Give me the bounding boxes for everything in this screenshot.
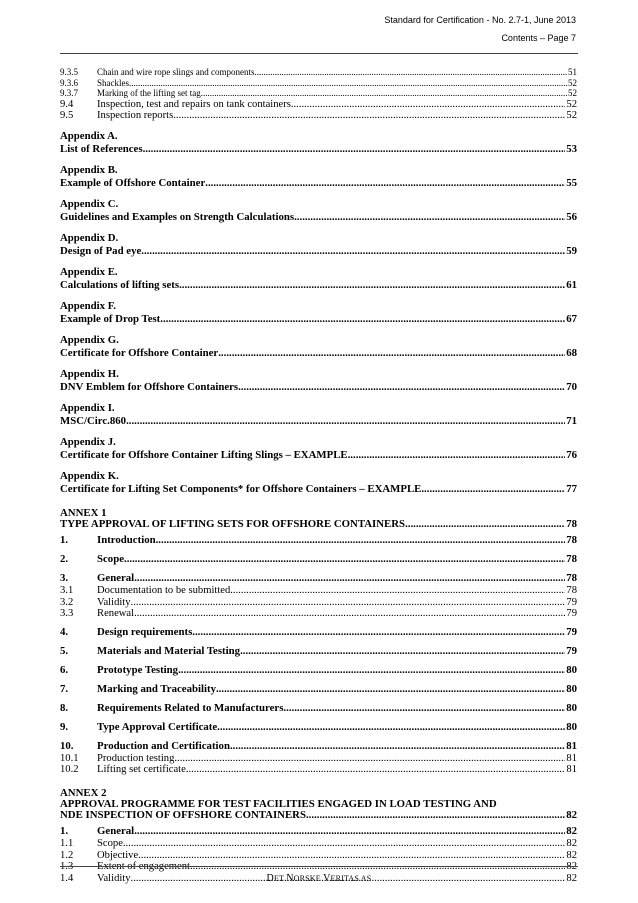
toc-leader	[173, 110, 565, 122]
toc-page: 76	[566, 448, 577, 461]
appendix-heading: Appendix E.	[60, 265, 118, 278]
toc-page: 79	[566, 625, 577, 638]
toc-entry-a1-6[interactable]	[60, 664, 577, 677]
toc-entry-a1-1[interactable]	[60, 534, 577, 547]
toc-page: 80	[566, 720, 577, 733]
toc-entry-9-5[interactable]	[60, 110, 577, 122]
toc-page: 82	[566, 861, 577, 873]
toc-leader	[201, 88, 567, 99]
table-of-contents	[60, 67, 577, 884]
toc-leader	[291, 99, 566, 111]
toc-appendix-c[interactable]	[60, 198, 577, 224]
toc-title: Marking of the lifting set tag	[97, 88, 201, 99]
toc-leader	[216, 683, 565, 696]
toc-page: 80	[566, 663, 577, 676]
annex-title-line: APPROVAL PROGRAMME FOR TEST FACILITIES ENGAGED IN LOAD TESTING AND	[60, 797, 497, 810]
toc-appendix-i[interactable]	[60, 402, 577, 428]
toc-number: 9.3.6	[60, 77, 78, 88]
toc-number: 3.1	[60, 584, 74, 596]
appendix-heading: Appendix F.	[60, 299, 117, 312]
toc-leader	[405, 519, 565, 530]
toc-page: 77	[566, 482, 577, 495]
toc-page: 79	[566, 596, 577, 608]
toc-page: 52	[566, 98, 577, 110]
running-header-page: Contents – Page 7	[501, 33, 576, 43]
footer-d: D	[266, 873, 274, 884]
toc-appendix-d[interactable]	[60, 232, 577, 258]
toc-number: 3.3	[60, 608, 74, 620]
toc-entry-a1-3-2[interactable]	[60, 597, 577, 609]
appendix-heading: Appendix B.	[60, 163, 118, 176]
toc-annex-1-title[interactable]	[60, 519, 577, 530]
footer-eritas: ERITAS AS	[330, 874, 372, 883]
toc-title: Certificate for Lifting Set Components* for Offshore Containers – EXAMPLE	[60, 482, 422, 495]
toc-appendix-a[interactable]	[60, 130, 577, 156]
toc-title: General	[97, 824, 135, 837]
toc-leader	[238, 381, 565, 394]
toc-number: 1.1	[60, 837, 74, 849]
toc-title: Prototype Testing	[97, 663, 179, 676]
toc-title: General	[97, 571, 135, 584]
toc-title: Validity	[97, 872, 131, 884]
toc-page: 78	[566, 518, 577, 530]
toc-title: Example of Offshore Container	[60, 176, 206, 189]
toc-page: 53	[566, 142, 577, 155]
toc-page: 52	[568, 88, 577, 99]
toc-entry-a1-2[interactable]	[60, 553, 577, 566]
toc-title: Lifting set certificate	[97, 764, 186, 776]
toc-leader	[348, 449, 566, 462]
appendix-heading: Appendix I.	[60, 401, 115, 414]
toc-entry-9-3-5[interactable]	[60, 67, 577, 78]
toc-page: 70	[566, 380, 577, 393]
toc-title: Documentation to be submitted	[97, 584, 231, 596]
toc-entry-a1-10-1[interactable]	[60, 753, 577, 765]
toc-title: Objective	[97, 849, 139, 861]
toc-page: 82	[566, 837, 577, 849]
toc-entry-a1-3[interactable]	[60, 572, 577, 585]
toc-page: 82	[566, 872, 577, 884]
toc-page: 79	[566, 644, 577, 657]
toc-entry-9-3-6[interactable]	[60, 78, 577, 89]
toc-title: TYPE APPROVAL OF LIFTING SETS FOR OFFSHORE CONTAINERS	[60, 518, 406, 530]
toc-title: Introduction	[97, 533, 156, 546]
toc-number: 10.2	[60, 764, 79, 776]
toc-leader	[129, 78, 567, 89]
toc-number: 10.	[60, 739, 74, 752]
toc-title: Design requirements	[97, 625, 193, 638]
toc-leader	[156, 534, 566, 547]
toc-number: 9.	[60, 720, 69, 733]
toc-title: Chain and wire rope slings and components	[97, 67, 255, 77]
footer-n: N	[286, 873, 294, 884]
toc-page: 67	[566, 312, 577, 325]
toc-page: 78	[566, 571, 577, 584]
toc-title: Validity	[97, 596, 131, 608]
toc-entry-a1-8[interactable]	[60, 702, 577, 715]
toc-page: 52	[566, 110, 577, 122]
toc-number: 1.2	[60, 849, 74, 861]
toc-number: 4.	[60, 625, 69, 638]
toc-page: 78	[566, 584, 577, 596]
toc-title: Marking and Traceability	[97, 682, 216, 695]
toc-appendix-j[interactable]	[60, 436, 577, 462]
toc-entry-a1-7[interactable]	[60, 683, 577, 696]
toc-leader	[138, 850, 565, 862]
toc-title: Materials and Material Testing	[97, 644, 241, 657]
toc-entry-a1-10-2[interactable]	[60, 764, 577, 776]
footer-rule	[60, 866, 578, 867]
toc-annex-1	[60, 508, 577, 776]
toc-page: 55	[566, 176, 577, 189]
toc-title: Calculations of lifting sets	[60, 278, 180, 291]
toc-title: NDE INSPECTION OF OFFSHORE CONTAINERS	[60, 809, 306, 821]
toc-entry-a1-10[interactable]	[60, 740, 577, 753]
toc-number: 1.	[60, 824, 69, 837]
toc-number: 1.4	[60, 872, 74, 884]
toc-title: Scope	[97, 837, 123, 849]
toc-title: Guidelines and Examples on Strength Calculations	[60, 210, 295, 223]
toc-page: 82	[566, 824, 577, 837]
toc-page: 78	[566, 533, 577, 546]
toc-leader	[179, 279, 565, 292]
toc-number: 6.	[60, 663, 69, 676]
toc-appendix-b[interactable]	[60, 164, 577, 190]
toc-page: 71	[566, 414, 577, 427]
appendix-heading: Appendix J.	[60, 435, 116, 448]
toc-title: Production testing	[97, 752, 175, 764]
appendix-heading: Appendix H.	[60, 367, 119, 380]
toc-title: List of References	[60, 142, 143, 155]
toc-leader	[126, 415, 565, 428]
toc-number: 1.3	[60, 861, 74, 873]
toc-leader	[254, 67, 567, 78]
toc-title: Inspection reports	[97, 110, 174, 122]
toc-leader	[143, 143, 566, 156]
toc-leader	[294, 211, 565, 224]
toc-leader	[174, 753, 565, 765]
toc-leader	[217, 721, 565, 734]
toc-number: 9.3.5	[60, 67, 78, 77]
header-rule	[60, 53, 578, 54]
toc-page: 59	[566, 244, 577, 257]
toc-leader	[205, 177, 565, 190]
toc-appendix-f[interactable]	[60, 300, 577, 326]
toc-title: Shackles	[97, 77, 129, 88]
toc-leader	[218, 347, 565, 360]
toc-entry-a1-5[interactable]	[60, 645, 577, 658]
toc-leader	[131, 597, 566, 609]
toc-number: 1.	[60, 533, 69, 546]
toc-entry-a2-1[interactable]	[60, 825, 577, 838]
toc-entry-9-4[interactable]	[60, 99, 577, 111]
toc-entry-a1-3-3[interactable]	[60, 608, 577, 620]
toc-title: Requirements Related to Manufacturers	[97, 701, 284, 714]
toc-page: 56	[566, 210, 577, 223]
toc-number: 10.1	[60, 752, 79, 764]
toc-page: 82	[566, 849, 577, 861]
toc-title: Certificate for Offshore Container Lifting Slings – EXAMPLE	[60, 448, 348, 461]
toc-leader	[123, 838, 566, 850]
toc-page: 51	[568, 67, 577, 77]
appendix-heading: Appendix G.	[60, 333, 119, 346]
toc-title: Scope	[97, 552, 124, 565]
toc-title: Type Approval Certificate	[97, 720, 218, 733]
running-header-title: Standard for Certification - No. 2.7-1, June 2013	[384, 15, 576, 25]
toc-number: 3.	[60, 571, 69, 584]
footer-orske: ORSKE	[293, 874, 324, 883]
toc-entry-9-3-7[interactable]	[60, 88, 577, 99]
toc-leader	[230, 740, 565, 753]
toc-leader	[134, 608, 565, 620]
toc-page: 80	[566, 701, 577, 714]
toc-title: Production and Certification	[97, 739, 230, 752]
toc-title: Inspection, test and repairs on tank containers	[97, 98, 291, 110]
toc-appendix-e[interactable]	[60, 266, 577, 292]
toc-page: 81	[566, 752, 577, 764]
footer-et: ET	[273, 874, 287, 883]
toc-entry-a2-1-2[interactable]	[60, 850, 577, 862]
toc-leader	[160, 313, 565, 326]
toc-entry-a1-9[interactable]	[60, 721, 577, 734]
toc-page: 52	[568, 77, 577, 88]
toc-number: 5.	[60, 644, 69, 657]
toc-leader	[240, 645, 565, 658]
toc-title: Extent of engagement	[97, 861, 190, 873]
toc-page: 79	[566, 608, 577, 620]
toc-title: MSC/Circ.860	[60, 414, 127, 427]
toc-title: Design of Pad eye	[60, 244, 142, 257]
toc-leader	[178, 664, 565, 677]
footer-v: V	[323, 873, 331, 884]
toc-number: 3.2	[60, 596, 74, 608]
toc-page: 68	[566, 346, 577, 359]
toc-leader	[124, 553, 565, 566]
toc-number: 2.	[60, 552, 69, 565]
toc-leader	[134, 825, 565, 838]
toc-leader	[186, 764, 566, 776]
toc-number: 9.4	[60, 98, 74, 110]
toc-leader	[283, 702, 565, 715]
toc-entry-a1-3-1[interactable]	[60, 585, 577, 597]
appendix-heading: Appendix C.	[60, 197, 119, 210]
toc-annex-2	[60, 788, 577, 884]
toc-title: Certificate for Offshore Container	[60, 346, 219, 359]
toc-page: 61	[566, 278, 577, 291]
appendix-heading: Appendix K.	[60, 469, 119, 482]
toc-appendix-k[interactable]	[60, 470, 577, 496]
toc-appendix-h[interactable]	[60, 368, 577, 394]
toc-leader	[306, 810, 565, 821]
toc-number: 9.5	[60, 110, 74, 122]
toc-page: 82	[566, 809, 577, 821]
toc-annex-2-title[interactable]	[60, 810, 577, 821]
annex-heading: ANNEX 1	[60, 506, 107, 519]
toc-page: 78	[566, 552, 577, 565]
toc-entry-a1-4[interactable]	[60, 626, 577, 639]
toc-page: 81	[566, 739, 577, 752]
toc-title: Example of Drop Test	[60, 312, 161, 325]
appendix-heading: Appendix A.	[60, 129, 118, 142]
toc-leader	[230, 585, 565, 597]
toc-page: 81	[566, 764, 577, 776]
toc-leader	[192, 626, 565, 639]
toc-title: Renewal	[97, 608, 135, 620]
toc-entry-a2-1-1[interactable]	[60, 838, 577, 850]
toc-leader	[134, 572, 565, 585]
appendix-heading: Appendix D.	[60, 231, 119, 244]
toc-leader	[421, 483, 565, 496]
toc-number: 8.	[60, 701, 69, 714]
toc-appendix-g[interactable]	[60, 334, 577, 360]
toc-title: DNV Emblem for Offshore Containers	[60, 380, 239, 393]
toc-leader	[141, 245, 565, 258]
toc-page: 80	[566, 682, 577, 695]
toc-number: 7.	[60, 682, 69, 695]
annex-heading: ANNEX 2	[60, 786, 107, 799]
toc-number: 9.3.7	[60, 88, 78, 99]
page-footer	[0, 873, 638, 884]
